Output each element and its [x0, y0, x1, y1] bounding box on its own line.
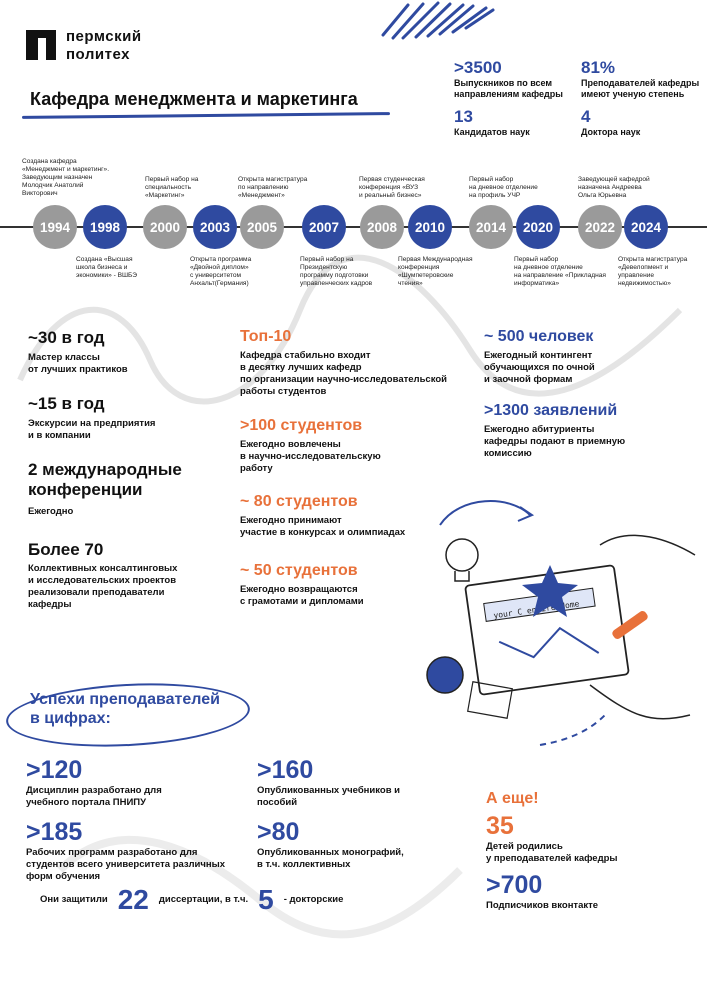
stat-label: Доктора наук: [581, 127, 641, 137]
diss-count: 22: [117, 884, 149, 915]
extra-section: [486, 790, 618, 912]
fact-projects: [28, 540, 177, 611]
fact-text: в десятку лучших кафедр: [240, 362, 362, 373]
fact-text: Ежегодно вовлечены: [240, 439, 341, 450]
timeline-note: [469, 176, 538, 200]
section-title-line: в цифрах:: [30, 710, 111, 727]
note-line: на профиль УЧР: [469, 192, 521, 199]
kids-text: Детей родились: [486, 841, 563, 852]
note-line: Викторович: [22, 190, 58, 197]
teacher-stat-value: >185: [26, 818, 83, 846]
year-circle: 2003: [193, 205, 237, 249]
stat-label: Кандидатов наук: [454, 127, 530, 137]
year-circle: 2014: [469, 205, 513, 249]
note-line: «Шумпетеровские: [398, 272, 454, 279]
timeline-note: [359, 176, 425, 200]
dissertations-line: [40, 884, 343, 916]
note-line: Первый набор на: [300, 256, 354, 263]
fact-heading: 2 международные: [28, 460, 182, 479]
timeline-note: [76, 256, 137, 280]
dashed-arrow: [540, 715, 605, 745]
fact-text: Коллективных консалтинговых: [28, 563, 178, 574]
teacher-stat-text: Дисциплин разработано для: [26, 785, 162, 796]
diss-text: - докторские: [283, 894, 344, 905]
teacher-stat-text: в т.ч. коллективных: [257, 859, 351, 870]
fact-contingent: [484, 328, 595, 386]
note-line: недвижимостью»: [618, 280, 671, 287]
teacher-stat-text: Опубликованных учебников и: [257, 785, 401, 796]
stat-label: направлениям кафедры: [454, 89, 563, 99]
teacher-stat-text: форм обучения: [26, 871, 101, 882]
stat-degree: [581, 58, 699, 100]
timeline-note: [618, 256, 687, 288]
note-line: экономики» - ВШБЭ: [76, 272, 138, 279]
fact-text: Мастер классы: [28, 352, 100, 363]
fact-heading: Более 70: [28, 540, 104, 559]
fact-heading: ~ 50 студентов: [240, 562, 358, 579]
fact-text: кафедры подают в приемную: [484, 436, 626, 447]
note-line: Первый набор: [469, 176, 514, 183]
fact-text: от лучших практиков: [28, 364, 128, 375]
note-line: Анхальт(Германия): [190, 280, 249, 287]
fact-heading: Топ-10: [240, 328, 292, 345]
fact-masterclasses: [28, 328, 128, 376]
stat-value: >3500: [454, 58, 502, 77]
note-line: программу подготовки: [300, 272, 369, 279]
fact-applications: [484, 402, 625, 460]
teacher-stat-text: Рабочих программ разработано для: [26, 847, 198, 858]
fact-heading: ~ 80 студентов: [240, 493, 358, 510]
note-line: чтения»: [398, 280, 423, 287]
illustration-caption: your C Home: [492, 599, 580, 621]
note-line: Первый набор на: [145, 176, 199, 183]
note-line: назначена Андреева: [578, 184, 642, 191]
section-title-line: Успехи преподавателей: [30, 691, 220, 708]
fact-text: Кафедра стабильно входит: [240, 350, 371, 361]
note-line: управление: [618, 272, 655, 279]
fact-text: участие в конкурсах и олимпиадах: [240, 527, 406, 538]
year-circle: 1994: [33, 205, 77, 249]
note-line: Молодчик Анатолий: [22, 182, 84, 189]
year-circle: 2010: [408, 205, 452, 249]
note-line: конференция «ВУЗ: [359, 184, 419, 191]
note-line: с университетом: [190, 272, 242, 279]
arrow-curve: [440, 501, 530, 525]
stat-doctors: [581, 107, 640, 138]
note-line: на дневное отделение: [469, 184, 538, 191]
section-title: [30, 690, 220, 728]
year-circle: 2005: [240, 205, 284, 249]
arrow-head: [518, 507, 532, 521]
note-line: по направлению: [238, 184, 289, 191]
note-line: Открыта магистратура: [618, 256, 688, 263]
diss-doctoral-count: 5: [258, 884, 274, 915]
timeline-note: [398, 256, 473, 288]
logo-text: [66, 28, 142, 64]
fact-text: и исследовательских проектов: [28, 575, 177, 586]
subscribers-text: Подписчиков вконтакте: [486, 900, 599, 911]
fact-heading: конференции: [28, 480, 143, 499]
diss-text: Они защитили: [40, 894, 108, 905]
fact-text: Ежегодно возвращаются: [240, 584, 358, 595]
fact-conferences: [28, 460, 182, 518]
fact-heading: ~ 500 человек: [484, 328, 594, 345]
page-title: Кафедра менеджмента и маркетинга: [30, 89, 358, 109]
teamwork-illustration: [400, 485, 700, 755]
timeline-note: [190, 256, 251, 288]
teacher-stat-text: Опубликованных монографий,: [257, 847, 404, 858]
note-line: «Девелопмент и: [618, 264, 669, 271]
note-line: Заведующей кафедрой: [578, 176, 650, 183]
note-line: и реальный бизнес»: [359, 192, 422, 199]
note-line: Первая студенческая: [359, 176, 425, 183]
teacher-stat-disciplines: [26, 756, 162, 809]
stat-label: Преподавателей кафедры: [581, 78, 700, 88]
coffee-cup-icon: [427, 657, 463, 693]
logo-line-2: политех: [66, 46, 130, 63]
teacher-stat-value: >120: [26, 756, 83, 784]
fact-text: с грамотами и дипломами: [240, 596, 364, 607]
year-circle: 2007: [302, 205, 346, 249]
fact-heading: ~15 в год: [28, 394, 105, 413]
fact-text: и заочной формам: [484, 374, 573, 385]
timeline-note: [514, 256, 606, 288]
brush-stroke-decoration: [378, 0, 498, 40]
kids-count: 35: [486, 812, 514, 840]
extra-heading: А еще!: [486, 790, 539, 807]
fact-research-students: [240, 417, 381, 475]
fact-text: работы студентов: [240, 386, 327, 397]
year-circle: 1998: [83, 205, 127, 249]
teacher-stat-text: пособий: [257, 797, 298, 808]
note-line: «Двойной диплом»: [190, 264, 249, 271]
teacher-stat-text: студентов всего университета различных: [26, 859, 226, 870]
teacher-stat-text: учебного портала ПНИПУ: [26, 797, 147, 808]
stat-value: 81%: [581, 58, 616, 77]
note-line: конференция: [398, 264, 440, 271]
year-circle: 2008: [360, 205, 404, 249]
stat-value: 13: [454, 107, 473, 126]
stat-candidates: [454, 107, 530, 138]
year-circle: 2024: [624, 205, 668, 249]
teacher-stat-value: >160: [257, 756, 314, 784]
teacher-stat-programs: [26, 818, 225, 883]
fact-text: кафедры: [28, 599, 72, 610]
note-line: информатика»: [514, 280, 560, 287]
fact-heading: >1300 заявлений: [484, 402, 618, 419]
logo-icon: [26, 30, 56, 60]
fact-excursions: [28, 394, 155, 442]
note-line: Первая Международная: [398, 256, 473, 263]
note-line: Создана «Высшая: [76, 256, 133, 263]
fact-text: комиссию: [484, 448, 532, 459]
fact-award-students: [240, 562, 364, 608]
timeline-note: [22, 158, 109, 198]
fact-text: Ежегодный контингент: [484, 350, 593, 361]
subscribers-count: >700: [486, 871, 543, 899]
year-circle: 2022: [578, 205, 622, 249]
fact-heading: ~30 в год: [28, 328, 105, 347]
note-line: управленческих кадров: [300, 280, 373, 287]
year-circle: 2000: [143, 205, 187, 249]
note-line: Первый набор: [514, 256, 559, 263]
timeline-note: [300, 256, 372, 288]
year-circle: 2020: [516, 205, 560, 249]
stat-graduates: [454, 58, 563, 100]
fact-text: и в компании: [28, 430, 91, 441]
fact-text: работу: [240, 463, 273, 474]
note-line: школа бизнеса и: [76, 264, 128, 271]
note-line: специальность: [145, 184, 192, 191]
note-line: Открыта программа: [190, 256, 252, 263]
note-line: на направление «Прикладная: [514, 272, 607, 279]
fact-text: реализовали преподаватели: [28, 587, 165, 598]
note-line: Открыта магистратура: [238, 176, 308, 183]
teacher-stat-monographs: [257, 818, 404, 871]
note-line: Ольга Юрьевна: [578, 192, 627, 199]
kids-text: у преподавателей кафедры: [486, 853, 618, 864]
note-line: Создана кафедра: [22, 158, 77, 165]
note-line: «Менеджмент»: [238, 192, 285, 199]
stat-value: 4: [581, 107, 591, 126]
note-line: на дневное отделение: [514, 264, 583, 271]
title-underline: [22, 112, 390, 119]
fact-contest-students: [240, 493, 405, 539]
fact-text: Экскурсии на предприятия: [28, 418, 156, 429]
teacher-stat-value: >80: [257, 818, 300, 846]
fact-text: Ежегодно принимают: [240, 515, 342, 526]
timeline-note: [145, 176, 198, 200]
note-line: Президентскую: [300, 264, 348, 271]
logo-line-1: пермский: [66, 28, 142, 45]
timeline-note: [578, 176, 650, 200]
fact-text: Ежегодно: [28, 506, 74, 517]
fact-text: обучающихся по очной: [484, 362, 595, 373]
note-line: Заведующим назначен: [22, 174, 93, 181]
note-line: «Маркетинг»: [145, 192, 185, 199]
teacher-stat-textbooks: [257, 756, 400, 809]
fact-text: по организации научно-исследовательской: [240, 374, 447, 385]
stat-label: Выпускников по всем: [454, 78, 553, 88]
diss-text: диссертации, в т.ч.: [158, 894, 249, 905]
timeline-note: [238, 176, 307, 200]
fact-text: Ежегодно абитуриенты: [484, 424, 595, 435]
fact-top10: [240, 328, 447, 398]
stat-label: имеют ученую степень: [581, 89, 685, 99]
fact-text: в научно-исследовательскую: [240, 451, 381, 462]
note-line: «Менеджмент и маркетинг».: [22, 166, 110, 173]
fact-heading: >100 студентов: [240, 417, 363, 434]
lightbulb-icon: [446, 539, 478, 571]
